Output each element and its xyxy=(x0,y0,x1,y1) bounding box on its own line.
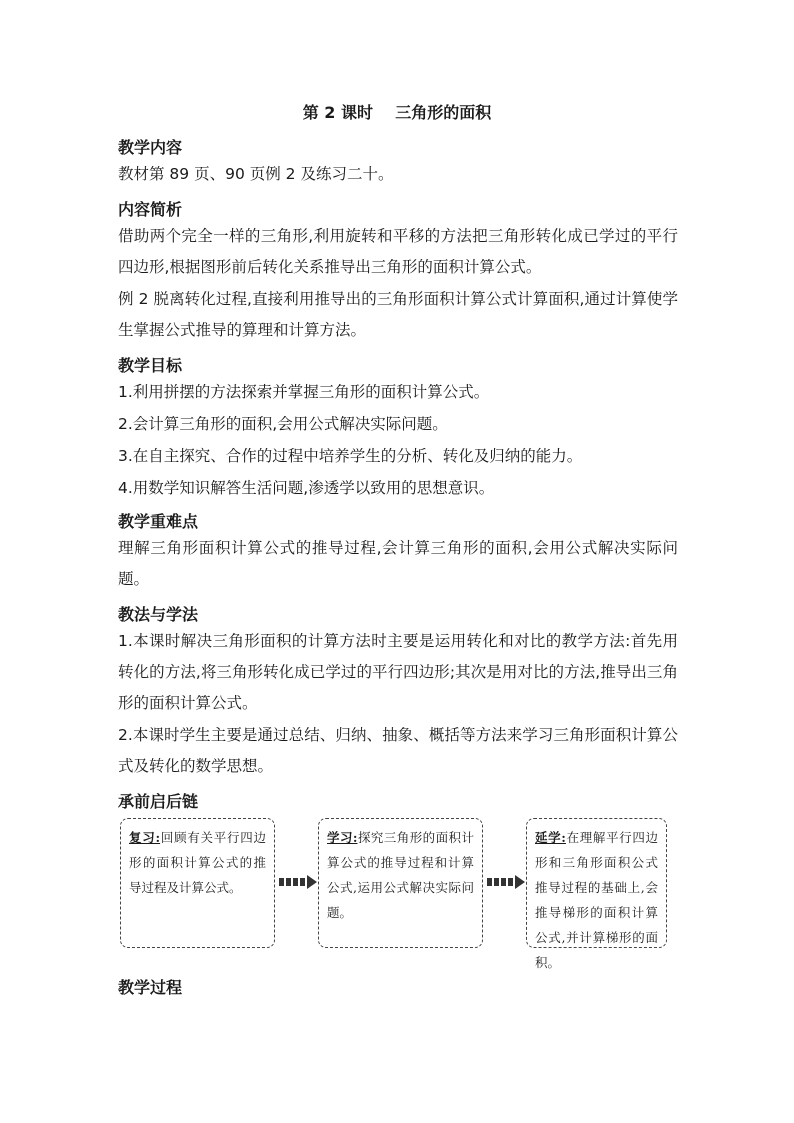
goal-item-1: 1.利用拼摆的方法探索并掌握三角形的面积计算公式。 xyxy=(118,383,490,401)
extension-box xyxy=(526,818,667,970)
content-analysis-paragraph-1: 借助两个完全一样的三角形,利用旋转和平移的方法把三角形转化成已学过的平行四边形,根据图形前后转化关系推导出三角形的面积计算公式。 xyxy=(118,227,678,276)
content-analysis-paragraph-2: 例 2 脱离转化过程,直接利用推导出的三角形面积计算公式计算面积,通过计算使学生掌握公式推导的算理和计算方法。 xyxy=(118,290,678,339)
heading-key-difficult-points: 教学重难点 xyxy=(118,512,199,531)
goal-item-2: 2.会计算三角形的面积,会用公式解决实际问题。 xyxy=(118,415,448,433)
extension-text: 在理解平行四边形和三角形面积公式推导过程的基础上,会推导梯形的面积计算公式,并计算梯形的面积。 xyxy=(535,830,658,970)
heading-teaching-content: 教学内容 xyxy=(118,138,183,157)
heading-teaching-process: 教学过程 xyxy=(118,978,183,997)
review-text: 回顾有关平行四边形的面积计算公式的推导过程及计算公式。 xyxy=(129,830,266,895)
goal-item-3: 3.在自主探究、合作的过程中培养学生的分析、转化及归纳的能力。 xyxy=(118,447,583,465)
heading-methods: 教法与学法 xyxy=(118,605,199,624)
review-tag: 复习: xyxy=(129,830,161,845)
review-box xyxy=(120,818,275,948)
teaching-content-text: 教材第 89 页、90 页例 2 及练习二十。 xyxy=(118,165,394,183)
arrow-right-icon xyxy=(278,872,318,892)
methods-paragraph-2: 2.本课时学生主要是通过总结、归纳、抽象、概括等方法来学习三角形面积计算公式及转化的数学思想。 xyxy=(118,726,678,775)
heading-content-analysis: 内容简析 xyxy=(118,200,183,219)
extension-tag: 延学: xyxy=(535,830,566,845)
heading-teaching-goals: 教学目标 xyxy=(118,356,183,375)
methods-paragraph-1: 1.本课时解决三角形面积的计算方法时主要是运用转化和对比的教学方法:首先用转化的方法,将三角形转化成已学过的平行四边形;其次是用对比的方法,推导出三角形的面积计算公式。 xyxy=(118,632,678,712)
study-box xyxy=(318,818,483,948)
study-text: 探究三角形的面积计算公式的推导过程和计算公式,运用公式解决实际问题。 xyxy=(327,830,474,920)
goal-item-4: 4.用数学知识解答生活问题,渗透学以致用的思想意识。 xyxy=(118,479,495,497)
key-difficult-points-text: 理解三角形面积计算公式的推导过程,会计算三角形的面积,会用公式解决实际问题。 xyxy=(118,539,678,588)
arrow-right-icon xyxy=(486,872,526,892)
page-title: 第 2 课时 三角形的面积 xyxy=(302,103,492,122)
study-tag: 学习: xyxy=(327,830,358,845)
heading-continuity-chain: 承前启后链 xyxy=(118,792,199,811)
